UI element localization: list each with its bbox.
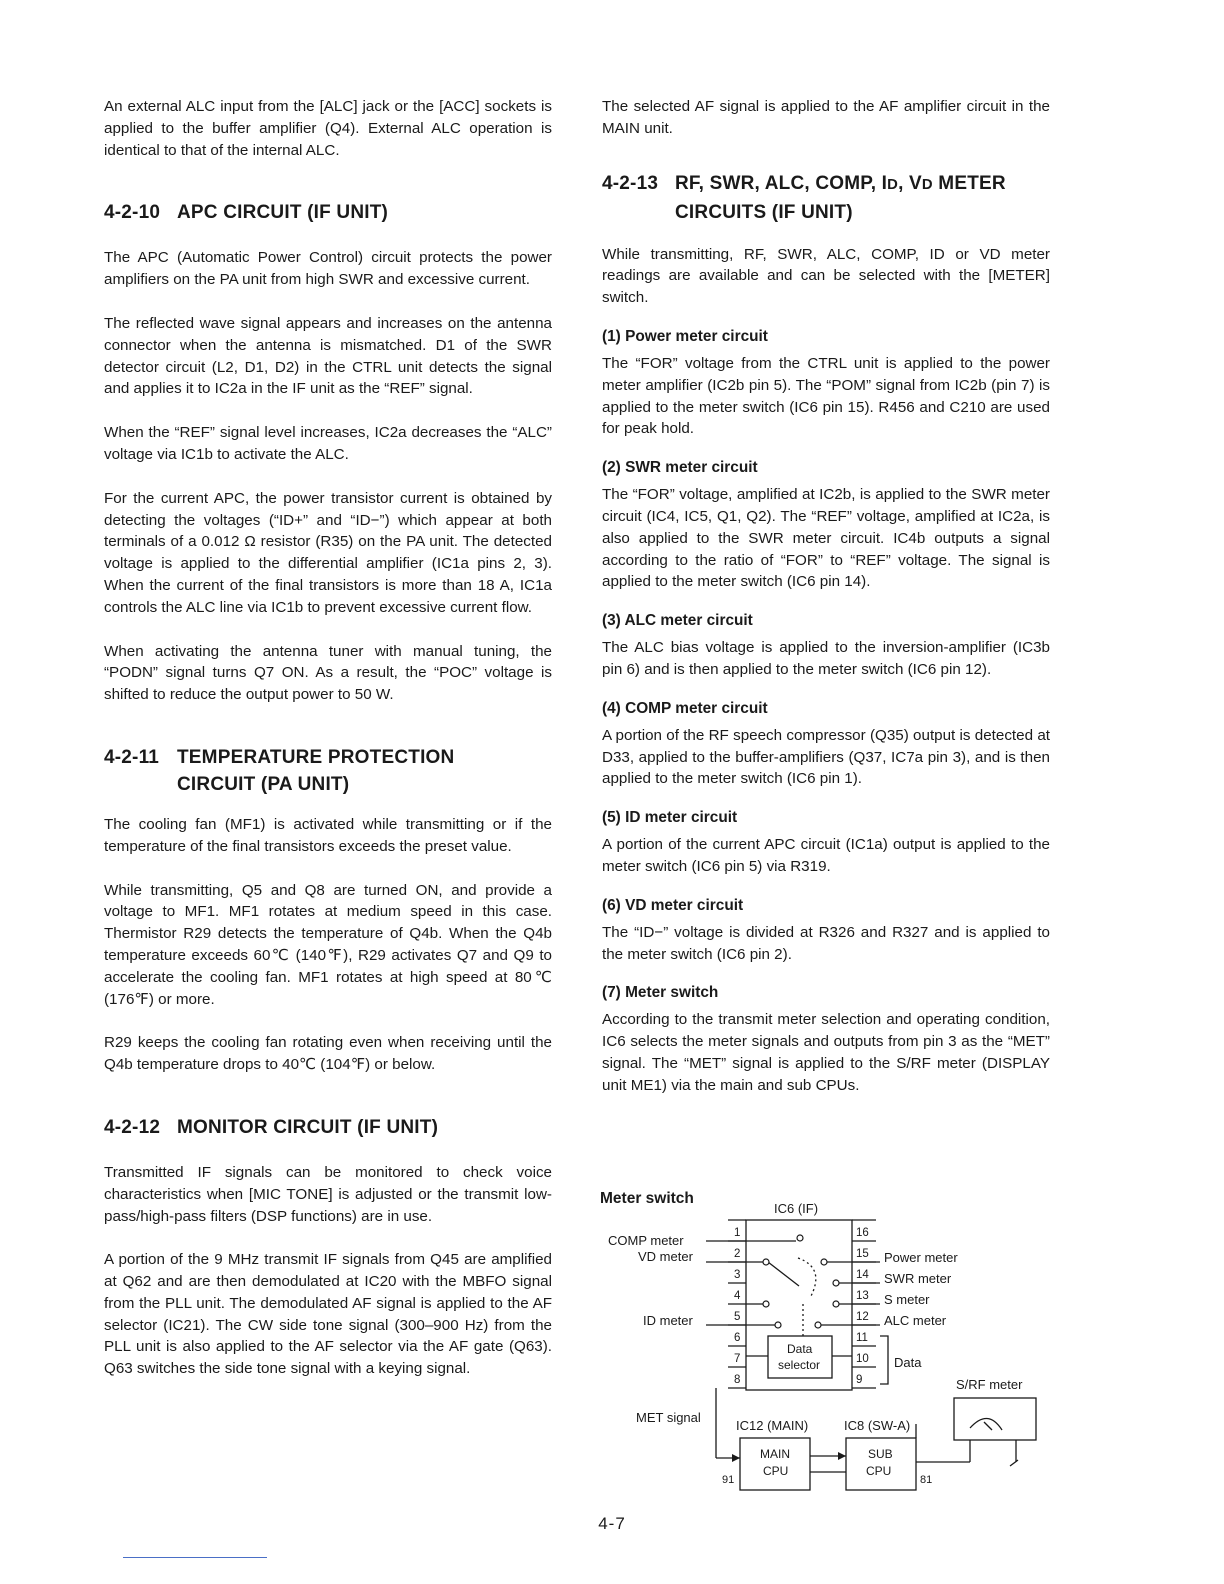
alc-meter-label: ALC meter	[884, 1313, 947, 1328]
temp-paragraph-3: R29 keeps the cooling fan rotating even when receiving until the Q4b temperature drops to 40℃ (104℉) or below.	[104, 1034, 552, 1074]
right-column	[602, 96, 1050, 1097]
ic6-pin-16: 16	[856, 1227, 869, 1239]
srf-meter-label: S/RF meter	[956, 1377, 1023, 1392]
power-meter-paragraph: The “FOR” voltage from the CTRL unit is applied to the power meter amplifier (IC2b pin 5). The “POM” signal from IC2b (pin 7) is applied to the meter switch (IC6 pin 15). R456 and C210 are used for peak hold.	[602, 354, 1050, 438]
ic6-pin-8: 8	[734, 1374, 741, 1386]
ic6-pin-7: 7	[734, 1353, 741, 1365]
apc-paragraph-2: The reflected wave signal appears and increases on the antenna connector when the antenna is mismatched. D1 of the SWR detector circuit (L2, D1, D2) in the CTRL unit detects the signal and applies it to IC2a in the IF unit as the “REF” signal.	[104, 314, 552, 398]
arrow-into-sub-cpu	[838, 1452, 846, 1460]
section-number: 4-2-12	[104, 1116, 161, 1138]
id-meter-label: ID meter	[643, 1313, 693, 1328]
heading-4-2-13	[602, 170, 1050, 226]
monitor-paragraph-1: Transmitted IF signals can be monitored to check voice characteristics when [MIC TONE] is adjusted or the transmit low-pass/high-pass filters (DSP functions) are in use.	[104, 1163, 552, 1225]
apc-paragraph-5: When activating the antenna tuner with manual tuning, the “PODN” signal turns Q7 ON. As a result, the “POC” voltage is shifted to reduce the output power to 50 W.	[104, 642, 552, 704]
ic6-pin-13: 13	[856, 1290, 869, 1302]
sub-heading-id-meter: (5) ID meter circuit	[602, 809, 738, 827]
id-meter-paragraph: A portion of the current APC circuit (IC1a) output is applied to the meter switch (IC6 pin 5) via R319.	[602, 836, 1050, 875]
swr-meter-label: SWR meter	[884, 1271, 952, 1286]
vd-meter-label: VD meter	[638, 1249, 693, 1264]
sub-cpu-line-2: CPU	[866, 1464, 892, 1478]
alc-meter-paragraph: The ALC bias voltage is applied to the inversion-amplifier (IC3b pin 6) and is then applied to the meter switch (IC6 pin 12).	[602, 639, 1050, 678]
ic6-pin-6: 6	[734, 1332, 741, 1344]
ic6-pin-4: 4	[734, 1290, 741, 1302]
arrow-into-main-cpu	[732, 1454, 740, 1462]
meter-switch-diagram	[598, 1186, 1048, 1516]
met-signal-label: MET signal	[636, 1410, 701, 1425]
af-intro-paragraph: The selected AF signal is applied to the AF amplifier circuit in the MAIN unit.	[602, 98, 1050, 137]
vd-meter-paragraph: The “ID−” voltage is divided at R326 and R327 and is applied to the meter switch (IC6 pin 2).	[602, 923, 1050, 963]
apc-paragraph-4: For the current APC, the power transistor current is obtained by detecting the voltages (“ID+” and “ID−”) which appear at both terminals of a 0.012 Ω resistor (R35) on the PA unit. The detected voltage is applied to the differential amplifier (IC1a pins 2, 3). When the current of the final transistors is more than 18 A, IC1a controls the ALC line via IC1b to prevent excessive current flow.	[104, 489, 552, 616]
s-meter-label: S meter	[884, 1292, 930, 1307]
meter-intro-paragraph: While transmitting, RF, SWR, ALC, COMP, ID or VD meter readings are available and can be selected with the [METER] switch.	[602, 245, 1050, 307]
section-number: 4-2-13	[602, 172, 659, 194]
heading-4-2-11	[104, 744, 552, 798]
section-number: 4-2-11	[104, 746, 160, 768]
alc-intro-paragraph: An external ALC input from the [ALC] jack or the [ACC] sockets is applied to the buffer amplifier (Q4). External ALC operation is identical to that of the internal ALC.	[104, 98, 552, 159]
sub-heading-vd-meter: (6) VD meter circuit	[602, 896, 744, 914]
section-title-sub-d-2: D	[921, 176, 933, 193]
comp-meter-paragraph: A portion of the RF speech compressor (Q35) output is detected at D33, applied to the buffer-amplifiers (Q37, IC7a pin 3), and is then applied to the meter switch (IC6 pin 1).	[602, 726, 1050, 788]
ic6-pin-3: 3	[734, 1269, 741, 1281]
sub-heading-comp-meter: (4) COMP meter circuit	[602, 699, 768, 717]
section-title: MONITOR CIRCUIT (IF UNIT)	[177, 1116, 439, 1138]
data-selector-line-1: Data	[787, 1342, 813, 1356]
section-title-line-1e: METER	[932, 172, 1006, 194]
data-selector-line-2: selector	[778, 1358, 821, 1372]
ic8-label: IC8 (SW-A)	[844, 1418, 911, 1433]
ic6-pin-5: 5	[734, 1311, 741, 1323]
sub-heading-meter-switch: (7) Meter switch	[602, 984, 719, 1002]
section-number: 4-2-10	[104, 202, 161, 224]
ic6-pin-1: 1	[734, 1227, 741, 1239]
sub-heading-power-meter: (1) Power meter circuit	[602, 327, 768, 345]
temp-paragraph-1: The cooling fan (MF1) is activated while transmitting or if the temperature of the final transistors exceeds the preset value.	[104, 815, 552, 855]
section-title: APC CIRCUIT (IF UNIT)	[177, 202, 389, 224]
ic6-pin-2: 2	[734, 1248, 741, 1260]
main-cpu-line-1: MAIN	[760, 1447, 790, 1461]
section-title-line-1: TEMPERATURE PROTECTION	[177, 746, 455, 768]
main-cpu-line-2: CPU	[763, 1464, 789, 1478]
section-title-sub-d-1: D	[887, 176, 899, 193]
data-label: Data	[894, 1355, 922, 1370]
swr-meter-paragraph: The “FOR” voltage, amplified at IC2b, is applied to the SWR meter circuit (IC4, IC5, Q1, Q2). The “REF” voltage, amplified at IC2a, is also applied to the SWR meter circuit. IC4b outputs a signal according to the ratio of “FOR” to “REF” voltage. The signal is applied to the meter switch (IC6 pin 14).	[602, 486, 1050, 591]
ic6-pin-15: 15	[856, 1248, 869, 1260]
srf-meter-box	[954, 1398, 1036, 1440]
ic6-pin-9: 9	[856, 1374, 863, 1386]
section-title-line-2: CIRCUIT (PA UNIT)	[177, 773, 350, 795]
pin-81-label: 81	[920, 1474, 933, 1486]
page-number: 4-7	[598, 1514, 626, 1533]
monitor-paragraph-2: A portion of the 9 MHz transmit IF signals from Q45 are amplified at Q62 and are then demodulated at IC20 with the MBFO signal from the PLL unit. The demodulated AF signal is applied to the AF selector (IC21). The CW side tone signal (300–900 Hz) from the PLL unit is also applied to the AF selector via the AF gate (Q63). Q63 switches the side tone signal with a keying signal.	[104, 1251, 552, 1378]
power-meter-label: Power meter	[884, 1250, 958, 1265]
temp-paragraph-2: While transmitting, Q5 and Q8 are turned ON, and provide a voltage to MF1. MF1 rotates at medium speed in this case. Thermistor R29 detects the temperature of Q4b. When the Q4b temperature exceeds 60℃ (140℉), R29 activates Q7 and Q9 to accelerate the cooling fan. MF1 rotates at high speed at 80℃ (176℉) or more.	[104, 881, 552, 1008]
ic6-pin-12: 12	[856, 1311, 869, 1323]
sub-cpu-line-1: SUB	[868, 1447, 893, 1461]
apc-paragraph-1: The APC (Automatic Power Control) circuit protects the power amplifiers on the PA unit from high SWR and excessive current.	[104, 249, 552, 289]
ic6-pin-11: 11	[856, 1332, 868, 1344]
section-title-line-2: CIRCUITS (IF UNIT)	[675, 201, 853, 223]
heading-4-2-10	[104, 199, 552, 226]
footer-rule	[123, 1557, 267, 1558]
ic12-label: IC12 (MAIN)	[736, 1418, 809, 1433]
sub-heading-swr-meter: (2) SWR meter circuit	[602, 459, 758, 477]
ic6-label: IC6 (IF)	[774, 1201, 819, 1216]
apc-paragraph-3: When the “REF” signal level increases, IC2a decreases the “ALC” voltage via IC1b to activate the ALC.	[104, 424, 552, 463]
comp-meter-label: COMP meter	[608, 1233, 684, 1248]
section-title-line-1a: RF, SWR, ALC, COMP, I	[675, 172, 888, 194]
section-title-line-1c: , V	[898, 172, 922, 194]
ic6-pin-14: 14	[856, 1269, 869, 1281]
diagram-title: Meter switch	[600, 1190, 694, 1207]
pin-91-label: 91	[722, 1474, 735, 1486]
meter-switch-paragraph: According to the transmit meter selection and operating condition, IC6 selects the meter signals and outputs from pin 3 as the “MET” signal. The “MET” signal is applied to the S/RF meter (DISPLAY unit ME1) via the main and sub CPUs.	[602, 1011, 1050, 1094]
ic6-pin-10: 10	[856, 1353, 869, 1365]
left-column	[104, 96, 552, 1380]
heading-4-2-12	[104, 1114, 552, 1141]
sub-heading-alc-meter: (3) ALC meter circuit	[602, 612, 753, 630]
